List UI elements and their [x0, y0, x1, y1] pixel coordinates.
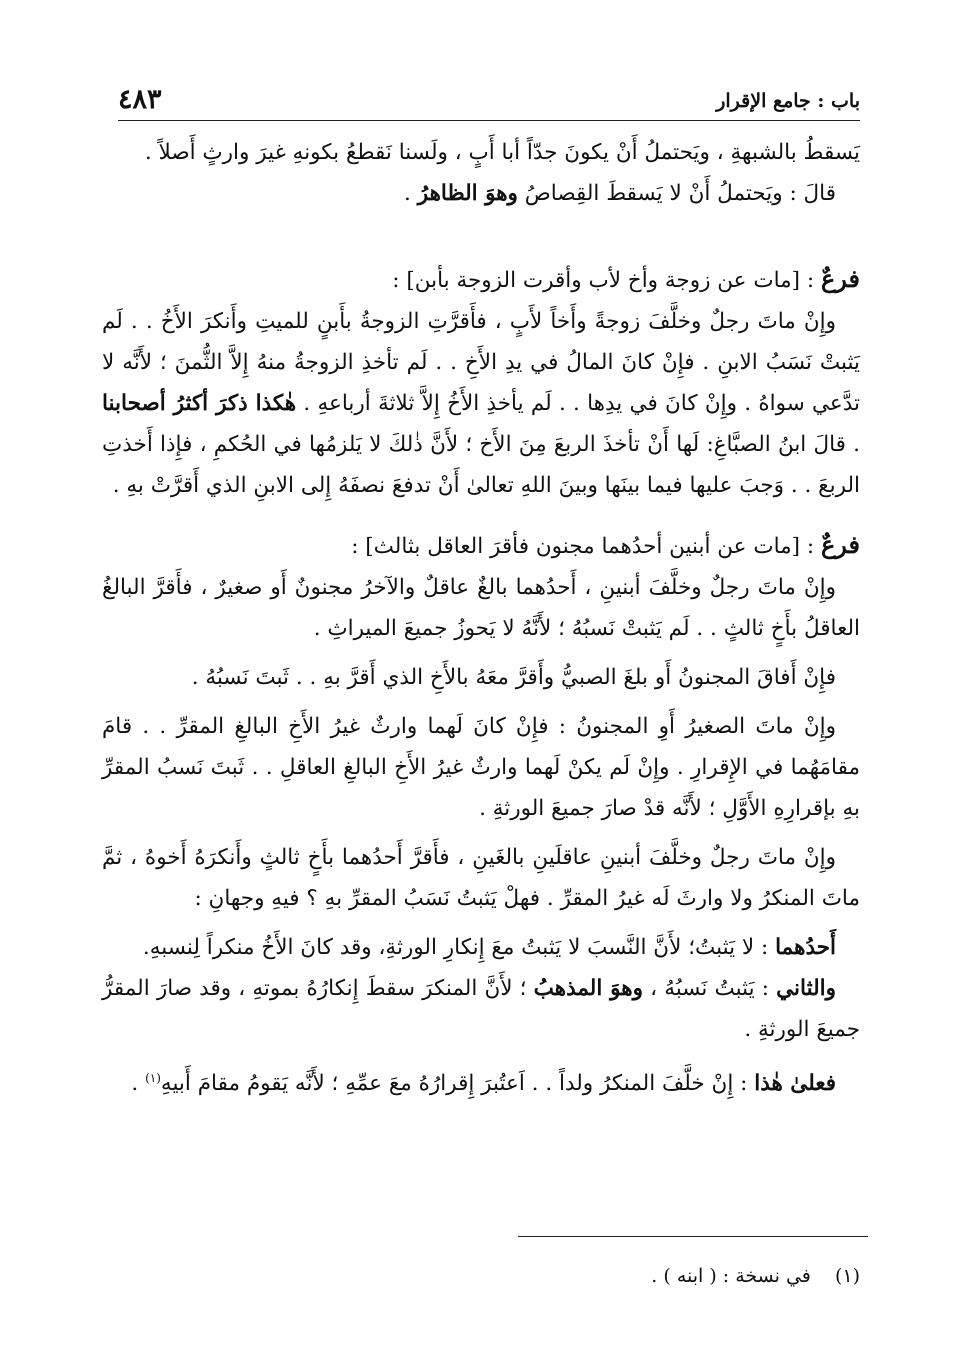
text-run: . — [404, 181, 411, 206]
heading-label: فرعٌ — [820, 530, 860, 559]
bold-run: وهوَ المذهبُ — [533, 976, 643, 1001]
section-heading — [102, 524, 860, 567]
footnote — [651, 1262, 860, 1290]
bold-run: أَحدُهما — [775, 935, 836, 960]
section-heading — [102, 258, 860, 301]
footnote-divider — [518, 1236, 868, 1237]
bold-run: هٰكذا ذكرَ أكثرُ أصحابنا — [102, 391, 297, 416]
text-run: : لا يَثبتُ؛ لأَنَّ النَّسبَ لا يَثبتُ معَ إِنكارِ الورثةِ، وقد كانَ الأَخُ منكراً لِنسبهِ. — [142, 935, 769, 960]
paragraph — [102, 301, 860, 506]
text-run: قالَ : ويَحتملُ أَنْ لا يَسقطَ القِصاصُ — [524, 181, 836, 206]
footnote-reference[interactable]: (١) — [145, 1071, 161, 1085]
page-number: ٤٨٣ — [118, 84, 162, 115]
paragraph: فإِنْ أَفاقَ المجنونُ أَو بلغَ الصبيُّ وأَقرَّ معَهُ بالأَخِ الذي أَقرَّ بهِ . . ثَبتَ نَسبُهُ . — [191, 665, 836, 690]
paragraph: وإِنْ ماتَ رجلٌ وخلَّفَ أبنينِ عاقلَينِ بالغَينِ ، فأَقرَّ أَحدُهما بأَخٍ ثالثٍ وأَنكرَهُ أَخوهُ ، ثمَّ ماتَ المنكرُ ولا وارثَ لَه غيرُ المقرِّ . فهلْ يَثبتُ نَسَبُ المقرِّ بهِ ؟ فيهِ وجهانِ : — [102, 845, 860, 911]
heading-text: : [مات عن أبنين أحدُهما مجنون فأقرَ العاقل بثالث] : — [351, 534, 815, 559]
paragraph — [102, 1058, 860, 1104]
main-text — [102, 132, 860, 1104]
running-header — [118, 84, 860, 121]
paragraph — [102, 968, 860, 1050]
text-run: . قالَ ابنُ الصبَّاغِ: لَها أَنْ تأخذَ الربعَ مِنَ الأَخ ؛ لأَنَّ ذٰلكَ لا يَلزمُها في الحُكمِ ، فإِذا أَخذتِ الربعَ . . وَجبَ عليها فيما بينَها وبينَ اللهِ تعالىٰ أَنْ تدفعَ نصفَهُ إِلى الابنِ الذي أَقرَّتْ بهِ . — [102, 432, 860, 498]
heading-label: فرعٌ — [820, 264, 860, 293]
footnote-text: في نسخة : ( ابنه ) . — [651, 1265, 811, 1287]
heading-text: : [مات عن زوجة وأخ لأب وأقرت الزوجة بأبن] : — [392, 268, 815, 293]
text-run: وإِنْ ماتَ رجلٌ وخلَّفَ زوجةً وأَخاً لأَبٍ ، فأَقرَّتِ الزوجةُ بأَبنٍ للميتِ وأَنكرَ الأَخُ . . لَم يَثبتْ نَسَبُ الابنِ . فإِنْ كانَ المالُ في يدِ الأَخِ . . لَم تأخذِ الزوجةُ منهُ إِلاَّ الثُّمنَ ؛ لأَنَّه لا تدَّعي سواهُ . وإِنْ كانَ في يدِها . . لَم يأخذِ الأَخُ إِلاَّ ثلاثةَ أرباعهِ . — [102, 309, 860, 416]
paragraph: وإِنْ ماتَ الصغيرُ أَوِ المجنونُ : فإِنْ كانَ لَهما وارثٌ غيرُ الأَخِ البالغِ المقرِّ . . قامَ مقامَهُما في الإِقرارِ . وإِنْ لَم يكنْ لَهما وارثٌ غيرُ الأَخِ البالغِ العاقلِ . . ثَبتَ نَسبُ المقرِّ بهِ بإقرارِهِ الأَوَّلِ ؛ لأَنَّه قدْ صارَ جميعَ الورثةِ . — [102, 714, 860, 821]
footnote-number: (١) — [834, 1265, 860, 1287]
bold-run: والثاني — [776, 976, 836, 1001]
text-run: : إِنْ خلَّفَ المنكرُ ولداً . . اَعتُبرَ إِقرارُهُ معَ عمِّهِ ؛ لأَنَّه يَقومُ مقامَ أَبيهِ — [160, 1071, 748, 1097]
bold-run: وهوَ الظاهرُ — [417, 181, 518, 206]
text-run: . — [131, 1071, 139, 1097]
paragraph: يَسقطُ بالشبهةِ ، ويَحتملُ أَنْ يكونَ جدّاً أبا أَبٍ ، ولَسنا نَقطعُ بكونهِ غيرَ وارثٍ أَصلاً . — [144, 140, 860, 165]
paragraph — [102, 173, 860, 214]
running-title: باب : جامع الإقرار — [716, 90, 860, 112]
text-run: : يَثبتُ نَسبُهُ ، — [650, 976, 769, 1001]
paragraph — [102, 927, 860, 968]
bold-run: فعلىٰ هٰذا — [754, 1071, 836, 1097]
paragraph: وإِنْ ماتَ رجلٌ وخلَّفَ أبنينِ ، أَحدُهما بالغٌ عاقلٌ والآخرُ مجنونٌ أَو صغيرٌ ، فأَقرَّ البالغُ العاقلُ بأَخٍ ثالثٍ . . لَم يَثبتْ نَسبُهُ ؛ لأَنَّهُ لا يَحوزُ جميعَ الميراثِ . — [102, 575, 860, 641]
text-run: ؛ لأَنَّ المنكرَ سقطَ إِنكارُهُ بموتهِ ، وقد صارَ المقرُّ جميعَ الورثةِ . — [102, 976, 860, 1042]
